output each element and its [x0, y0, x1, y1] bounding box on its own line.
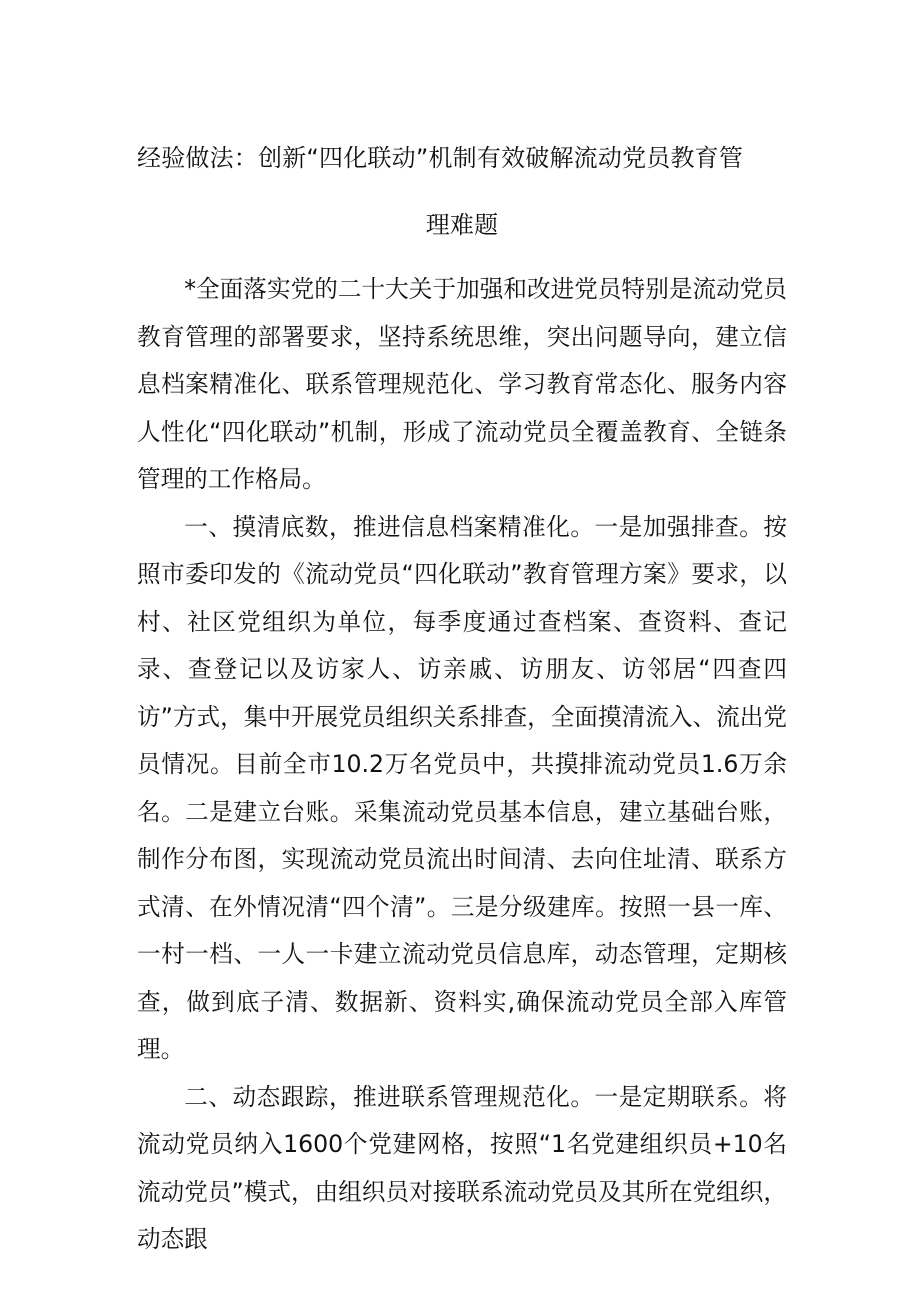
paragraph-intro: *全面落实党的二十大关于加强和改进党员特别是流动党员教育管理的部署要求，坚持系统思维，突出问题导向，建立信息档案精准化、联系管理规范化、学习教育常态化、服务内容人性化“四化联动”机制，形成了流动党员全覆盖教育、全链条管理的工作格局。 — [137, 275, 787, 493]
document-title-line-2: 理难题 — [425, 211, 499, 239]
document-title-line-1: 经验做法：创新“四化联动”机制有效破解流动党员教育管 — [137, 144, 744, 172]
document-body — [137, 266, 787, 1264]
paragraph-section-1: 一、摸清底数，推进信息档案精准化。一是加强排查。按照市委印发的《流动党员“四化联动”教育管理方案》要求，以村、社区党组织为单位，每季度通过查档案、查资料、查记录、查登记以及访家人、访亲戚、访朋友、访邻居“四查四访”方式，集中开展党员组织关系排查，全面摸清流入、流出党员情况。目前全市10.2万名党员中，共摸排流动党员1.6万余名。二是建立台账。采集流动党员基本信息，建立基础台账，制作分布图，实现流动党员流出时间清、去向住址清、联系方式清、在外情况清“四个清”。三是分级建库。按照一县一库、一村一档、一人一卡建立流动党员信息库，动态管理，定期核查，做到底子清、数据新、资料实,确保流动党员全部入库管理。 — [137, 512, 787, 1063]
paragraph-section-2: 二、动态跟踪，推进联系管理规范化。一是定期联系。将流动党员纳入1600个党建网格，按照“1名党建组织员+10名流动党员”模式，由组织员对接联系流动党员及其所在党组织，动态跟 — [137, 1082, 787, 1253]
